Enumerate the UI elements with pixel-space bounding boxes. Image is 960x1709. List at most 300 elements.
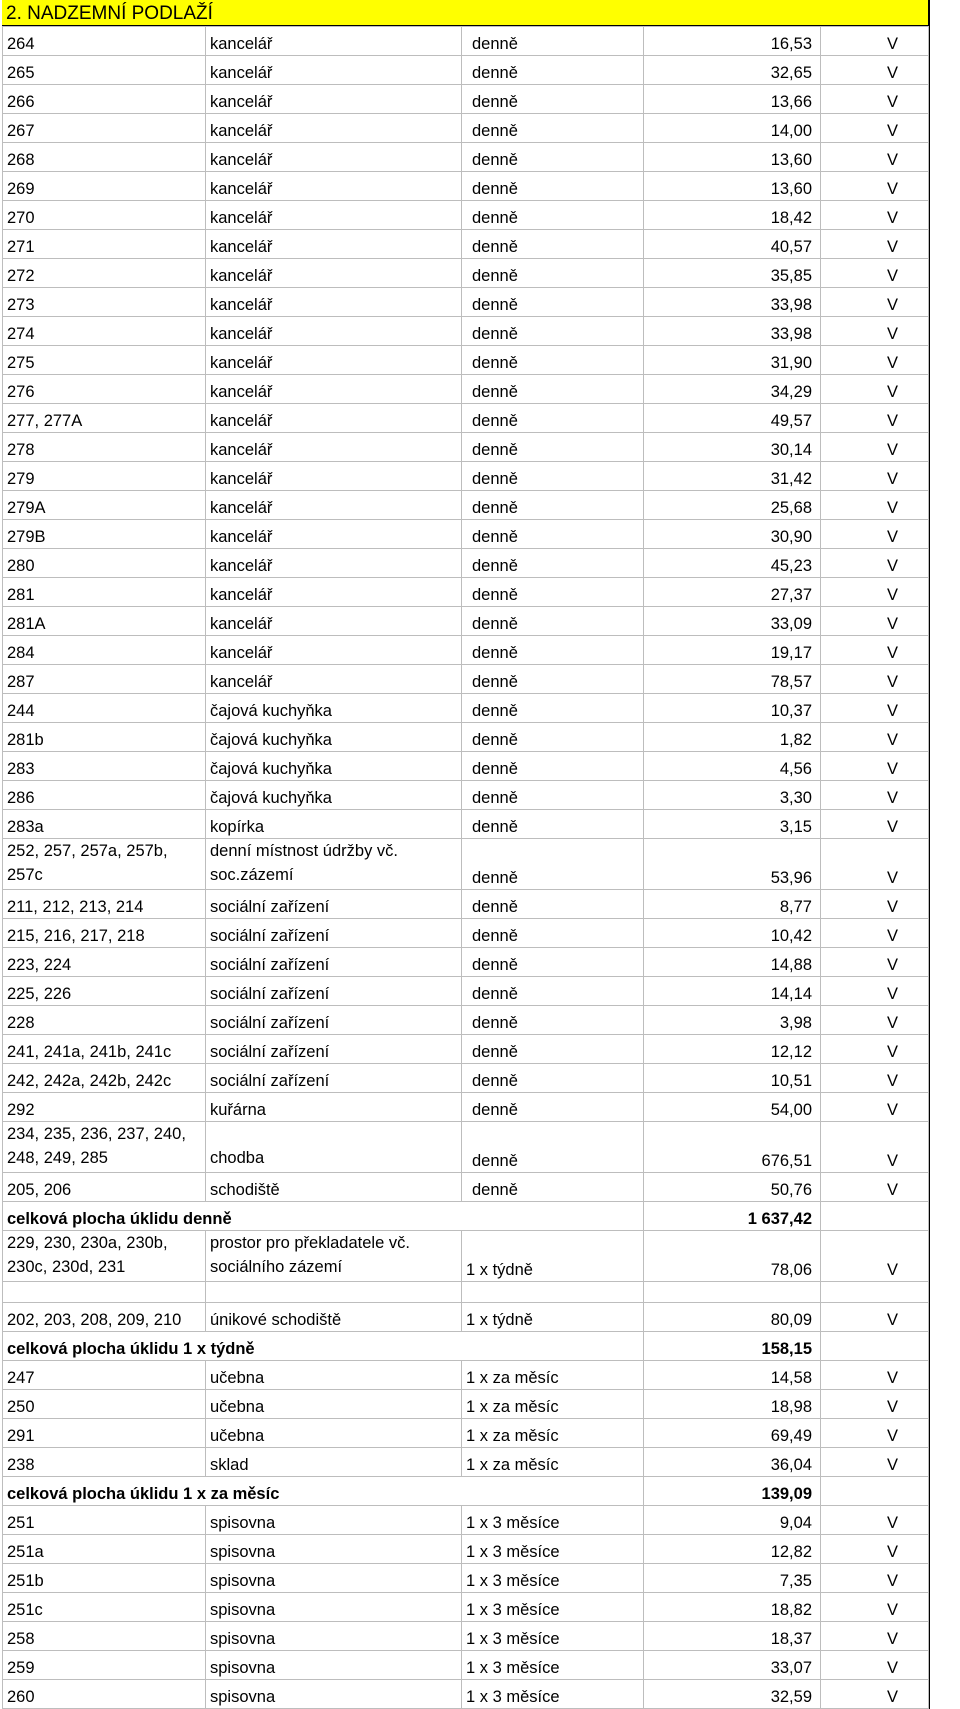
flag-value: V <box>821 636 929 665</box>
summary-label: celková plocha úklidu 1 x za měsíc <box>3 1477 644 1506</box>
area-value: 13,60 <box>644 143 821 172</box>
area-value: 3,30 <box>644 781 821 810</box>
area-value: 33,07 <box>644 1651 821 1680</box>
room-numbers: 272 <box>3 259 206 288</box>
cleaning-frequency: denně <box>462 259 644 288</box>
cleaning-frequency: 1 x 3 měsíce <box>462 1535 644 1564</box>
cleaning-frequency: denně <box>462 1173 644 1202</box>
cleaning-frequency: denně <box>462 462 644 491</box>
room-description: kancelář <box>206 578 462 607</box>
flag-value: V <box>821 1303 929 1332</box>
summary-row <box>3 1477 929 1506</box>
flag-value: V <box>821 549 929 578</box>
cleaning-frequency: denně <box>462 665 644 694</box>
cleaning-frequency: 1 x za měsíc <box>462 1419 644 1448</box>
blank-cell <box>206 1282 462 1303</box>
summary-label: celková plocha úklidu 1 x týdně <box>3 1332 644 1361</box>
table-row <box>3 1231 929 1282</box>
area-value: 45,23 <box>644 549 821 578</box>
room-numbers: 279 <box>3 462 206 491</box>
area-value: 50,76 <box>644 1173 821 1202</box>
area-value: 30,14 <box>644 433 821 462</box>
room-description: kancelář <box>206 346 462 375</box>
area-value: 18,37 <box>644 1622 821 1651</box>
cleaning-frequency: denně <box>462 1035 644 1064</box>
cleaning-frequency: denně <box>462 56 644 85</box>
flag-value: V <box>821 1506 929 1535</box>
room-description: čajová kuchyňka <box>206 694 462 723</box>
table-row <box>3 462 929 491</box>
cleaning-table <box>2 26 929 1709</box>
room-numbers: 247 <box>3 1361 206 1390</box>
cleaning-frequency: denně <box>462 1064 644 1093</box>
room-numbers: 281 <box>3 578 206 607</box>
room-numbers: 252, 257, 257a, 257b, 257c <box>3 839 206 890</box>
room-numbers: 215, 216, 217, 218 <box>3 919 206 948</box>
table-row <box>3 810 929 839</box>
cleaning-frequency: 1 x za měsíc <box>462 1448 644 1477</box>
room-numbers: 228 <box>3 1006 206 1035</box>
table-row <box>3 1448 929 1477</box>
area-value: 3,98 <box>644 1006 821 1035</box>
cleaning-frequency: denně <box>462 346 644 375</box>
cleaning-frequency: 1 x 3 měsíce <box>462 1680 644 1709</box>
area-value: 32,59 <box>644 1680 821 1709</box>
cleaning-frequency: denně <box>462 491 644 520</box>
room-numbers: 274 <box>3 317 206 346</box>
blank-row <box>3 1282 929 1303</box>
flag-value: V <box>821 665 929 694</box>
room-description: kancelář <box>206 607 462 636</box>
table-row <box>3 1419 929 1448</box>
table-row <box>3 977 929 1006</box>
room-numbers: 291 <box>3 1419 206 1448</box>
summary-empty-cell <box>821 1477 929 1506</box>
room-numbers: 250 <box>3 1390 206 1419</box>
room-description: čajová kuchyňka <box>206 752 462 781</box>
table-row <box>3 1593 929 1622</box>
cleaning-frequency: 1 x 3 měsíce <box>462 1506 644 1535</box>
table-row <box>3 1651 929 1680</box>
blank-cell <box>3 1282 206 1303</box>
flag-value: V <box>821 1390 929 1419</box>
summary-total: 139,09 <box>644 1477 821 1506</box>
flag-value: V <box>821 890 929 919</box>
blank-cell <box>821 1282 929 1303</box>
area-value: 13,60 <box>644 172 821 201</box>
room-description: kancelář <box>206 433 462 462</box>
area-value: 49,57 <box>644 404 821 433</box>
flag-value: V <box>821 27 929 56</box>
room-numbers: 269 <box>3 172 206 201</box>
table-row <box>3 1303 929 1332</box>
table-row <box>3 201 929 230</box>
area-value: 14,58 <box>644 1361 821 1390</box>
room-numbers: 223, 224 <box>3 948 206 977</box>
area-value: 10,37 <box>644 694 821 723</box>
flag-value: V <box>821 346 929 375</box>
table-row <box>3 433 929 462</box>
room-description: sociální zařízení <box>206 977 462 1006</box>
room-description: spisovna <box>206 1593 462 1622</box>
room-numbers: 276 <box>3 375 206 404</box>
room-numbers: 277, 277A <box>3 404 206 433</box>
flag-value: V <box>821 723 929 752</box>
flag-value: V <box>821 172 929 201</box>
flag-value: V <box>821 520 929 549</box>
room-numbers: 280 <box>3 549 206 578</box>
flag-value: V <box>821 404 929 433</box>
area-value: 54,00 <box>644 1093 821 1122</box>
table-row <box>3 694 929 723</box>
area-value: 4,56 <box>644 752 821 781</box>
cleaning-frequency: 1 x týdně <box>462 1231 644 1282</box>
cleaning-frequency: denně <box>462 549 644 578</box>
room-numbers: 251b <box>3 1564 206 1593</box>
cleaning-frequency: denně <box>462 578 644 607</box>
flag-value: V <box>821 781 929 810</box>
cleaning-frequency: denně <box>462 85 644 114</box>
blank-cell <box>462 1282 644 1303</box>
cleaning-frequency: denně <box>462 288 644 317</box>
cleaning-frequency: denně <box>462 1093 644 1122</box>
flag-value: V <box>821 1593 929 1622</box>
flag-value: V <box>821 1680 929 1709</box>
flag-value: V <box>821 85 929 114</box>
room-description: kancelář <box>206 549 462 578</box>
area-value: 34,29 <box>644 375 821 404</box>
cleaning-frequency: denně <box>462 114 644 143</box>
cleaning-frequency: denně <box>462 607 644 636</box>
room-description: chodba <box>206 1122 462 1173</box>
table-row <box>3 114 929 143</box>
area-value: 14,14 <box>644 977 821 1006</box>
area-value: 14,00 <box>644 114 821 143</box>
flag-value: V <box>821 288 929 317</box>
area-value: 8,77 <box>644 890 821 919</box>
table-row <box>3 781 929 810</box>
table-row <box>3 578 929 607</box>
table-row <box>3 375 929 404</box>
cleaning-frequency: denně <box>462 752 644 781</box>
table-row <box>3 1035 929 1064</box>
summary-empty-cell <box>821 1332 929 1361</box>
cleaning-frequency: denně <box>462 839 644 890</box>
area-value: 14,88 <box>644 948 821 977</box>
room-numbers: 234, 235, 236, 237, 240, 248, 249, 285 <box>3 1122 206 1173</box>
room-description: kancelář <box>206 27 462 56</box>
room-numbers: 264 <box>3 27 206 56</box>
cleaning-frequency: denně <box>462 781 644 810</box>
flag-value: V <box>821 259 929 288</box>
room-numbers: 279A <box>3 491 206 520</box>
room-numbers: 267 <box>3 114 206 143</box>
table-row <box>3 85 929 114</box>
room-numbers: 286 <box>3 781 206 810</box>
flag-value: V <box>821 1006 929 1035</box>
room-description: kancelář <box>206 636 462 665</box>
cleaning-frequency: denně <box>462 317 644 346</box>
table-row <box>3 1680 929 1709</box>
cleaning-frequency: denně <box>462 404 644 433</box>
area-value: 78,57 <box>644 665 821 694</box>
flag-value: V <box>821 948 929 977</box>
table-row <box>3 636 929 665</box>
room-description: únikové schodiště <box>206 1303 462 1332</box>
cleaning-frequency: denně <box>462 1006 644 1035</box>
area-value: 3,15 <box>644 810 821 839</box>
summary-row <box>3 1202 929 1231</box>
room-numbers: 281A <box>3 607 206 636</box>
room-description: kancelář <box>206 317 462 346</box>
flag-value: V <box>821 1564 929 1593</box>
room-numbers: 266 <box>3 85 206 114</box>
cleaning-frequency: denně <box>462 977 644 1006</box>
room-numbers: 225, 226 <box>3 977 206 1006</box>
flag-value: V <box>821 1093 929 1122</box>
room-numbers: 202, 203, 208, 209, 210 <box>3 1303 206 1332</box>
room-description: kancelář <box>206 288 462 317</box>
room-numbers: 244 <box>3 694 206 723</box>
room-numbers: 283 <box>3 752 206 781</box>
flag-value: V <box>821 919 929 948</box>
area-value: 1,82 <box>644 723 821 752</box>
area-value: 12,12 <box>644 1035 821 1064</box>
table-row <box>3 1506 929 1535</box>
area-value: 25,68 <box>644 491 821 520</box>
cleaning-frequency: 1 x za měsíc <box>462 1390 644 1419</box>
room-description: sklad <box>206 1448 462 1477</box>
room-numbers: 259 <box>3 1651 206 1680</box>
table-row <box>3 665 929 694</box>
room-description: učebna <box>206 1390 462 1419</box>
cleaning-frequency: denně <box>462 919 644 948</box>
room-numbers: 270 <box>3 201 206 230</box>
flag-value: V <box>821 578 929 607</box>
cleaning-frequency: denně <box>462 636 644 665</box>
table-row <box>3 839 929 890</box>
room-description: kancelář <box>206 404 462 433</box>
cleaning-frequency: denně <box>462 201 644 230</box>
area-value: 18,82 <box>644 1593 821 1622</box>
room-description: čajová kuchyňka <box>206 723 462 752</box>
summary-empty-cell <box>821 1202 929 1231</box>
area-value: 35,85 <box>644 259 821 288</box>
room-description: spisovna <box>206 1564 462 1593</box>
room-description: sociální zařízení <box>206 919 462 948</box>
room-numbers: 279B <box>3 520 206 549</box>
cleaning-frequency: denně <box>462 520 644 549</box>
flag-value: V <box>821 1535 929 1564</box>
room-description: sociální zařízení <box>206 890 462 919</box>
table-row <box>3 288 929 317</box>
room-description: kancelář <box>206 665 462 694</box>
room-description: kancelář <box>206 259 462 288</box>
flag-value: V <box>821 1035 929 1064</box>
cleaning-frequency: denně <box>462 433 644 462</box>
summary-row <box>3 1332 929 1361</box>
table-row <box>3 143 929 172</box>
room-description: spisovna <box>206 1622 462 1651</box>
room-description: kancelář <box>206 230 462 259</box>
room-description: kancelář <box>206 143 462 172</box>
cleaning-frequency: denně <box>462 172 644 201</box>
room-description: kancelář <box>206 172 462 201</box>
table-row <box>3 919 929 948</box>
flag-value: V <box>821 1064 929 1093</box>
area-value: 33,98 <box>644 288 821 317</box>
room-description: kancelář <box>206 114 462 143</box>
area-value: 18,98 <box>644 1390 821 1419</box>
table-row <box>3 27 929 56</box>
room-description: spisovna <box>206 1680 462 1709</box>
blank-cell <box>644 1282 821 1303</box>
area-value: 12,82 <box>644 1535 821 1564</box>
table-row <box>3 549 929 578</box>
area-value: 10,42 <box>644 919 821 948</box>
table-row <box>3 1390 929 1419</box>
area-value: 676,51 <box>644 1122 821 1173</box>
summary-total: 1 637,42 <box>644 1202 821 1231</box>
area-value: 33,09 <box>644 607 821 636</box>
room-numbers: 271 <box>3 230 206 259</box>
table-row <box>3 56 929 85</box>
cleaning-frequency: denně <box>462 723 644 752</box>
table-row <box>3 890 929 919</box>
area-value: 31,42 <box>644 462 821 491</box>
cleaning-frequency: 1 x 3 měsíce <box>462 1651 644 1680</box>
flag-value: V <box>821 375 929 404</box>
area-value: 9,04 <box>644 1506 821 1535</box>
flag-value: V <box>821 1448 929 1477</box>
table-row <box>3 1064 929 1093</box>
room-numbers: 229, 230, 230a, 230b, 230c, 230d, 231 <box>3 1231 206 1282</box>
flag-value: V <box>821 1419 929 1448</box>
section-title: 2. NADZEMNÍ PODLAŽÍ <box>2 0 928 26</box>
flag-value: V <box>821 839 929 890</box>
room-numbers: 258 <box>3 1622 206 1651</box>
table-row <box>3 520 929 549</box>
flag-value: V <box>821 230 929 259</box>
table-row <box>3 346 929 375</box>
room-numbers: 251 <box>3 1506 206 1535</box>
room-description: čajová kuchyňka <box>206 781 462 810</box>
cleaning-frequency: denně <box>462 375 644 404</box>
table-row <box>3 259 929 288</box>
room-numbers: 265 <box>3 56 206 85</box>
cleaning-frequency: denně <box>462 230 644 259</box>
area-value: 10,51 <box>644 1064 821 1093</box>
flag-value: V <box>821 752 929 781</box>
table-row <box>3 752 929 781</box>
table-row <box>3 1535 929 1564</box>
table-row <box>3 1093 929 1122</box>
table-row <box>3 1564 929 1593</box>
room-description: kancelář <box>206 85 462 114</box>
cleaning-frequency: denně <box>462 810 644 839</box>
flag-value: V <box>821 1622 929 1651</box>
summary-total: 158,15 <box>644 1332 821 1361</box>
room-description: spisovna <box>206 1535 462 1564</box>
area-value: 30,90 <box>644 520 821 549</box>
room-numbers: 251a <box>3 1535 206 1564</box>
room-numbers: 284 <box>3 636 206 665</box>
flag-value: V <box>821 1651 929 1680</box>
table-row <box>3 1122 929 1173</box>
room-numbers: 292 <box>3 1093 206 1122</box>
cleaning-frequency: 1 x za měsíc <box>462 1361 644 1390</box>
flag-value: V <box>821 1231 929 1282</box>
flag-value: V <box>821 1173 929 1202</box>
room-numbers: 211, 212, 213, 214 <box>3 890 206 919</box>
area-value: 31,90 <box>644 346 821 375</box>
cleaning-frequency: 1 x 3 měsíce <box>462 1593 644 1622</box>
room-description: sociální zařízení <box>206 948 462 977</box>
table-row <box>3 491 929 520</box>
room-numbers: 268 <box>3 143 206 172</box>
area-value: 13,66 <box>644 85 821 114</box>
room-description: kancelář <box>206 375 462 404</box>
area-value: 7,35 <box>644 1564 821 1593</box>
cleaning-frequency: denně <box>462 948 644 977</box>
area-value: 32,65 <box>644 56 821 85</box>
table-row <box>3 317 929 346</box>
flag-value: V <box>821 143 929 172</box>
table-row <box>3 1622 929 1651</box>
table-row <box>3 230 929 259</box>
room-description: kopírka <box>206 810 462 839</box>
room-description: učebna <box>206 1419 462 1448</box>
flag-value: V <box>821 462 929 491</box>
area-value: 19,17 <box>644 636 821 665</box>
room-description: kancelář <box>206 56 462 85</box>
table-row <box>3 1006 929 1035</box>
cleaning-frequency: 1 x 3 měsíce <box>462 1622 644 1651</box>
room-description: sociální zařízení <box>206 1064 462 1093</box>
flag-value: V <box>821 317 929 346</box>
flag-value: V <box>821 201 929 230</box>
room-numbers: 287 <box>3 665 206 694</box>
cleaning-frequency: 1 x týdně <box>462 1303 644 1332</box>
room-description: prostor pro překladatele vč. sociálního zázemí <box>206 1231 462 1282</box>
room-description: kuřárna <box>206 1093 462 1122</box>
room-numbers: 281b <box>3 723 206 752</box>
cleaning-frequency: denně <box>462 694 644 723</box>
cleaning-frequency: 1 x 3 měsíce <box>462 1564 644 1593</box>
table-row <box>3 723 929 752</box>
room-description: kancelář <box>206 491 462 520</box>
table-row <box>3 1173 929 1202</box>
room-numbers: 275 <box>3 346 206 375</box>
flag-value: V <box>821 607 929 636</box>
room-description: spisovna <box>206 1506 462 1535</box>
room-numbers: 283a <box>3 810 206 839</box>
table-row <box>3 1361 929 1390</box>
room-description: kancelář <box>206 201 462 230</box>
flag-value: V <box>821 1361 929 1390</box>
room-numbers: 242, 242a, 242b, 242c <box>3 1064 206 1093</box>
flag-value: V <box>821 491 929 520</box>
area-value: 40,57 <box>644 230 821 259</box>
flag-value: V <box>821 694 929 723</box>
room-description: schodiště <box>206 1173 462 1202</box>
room-numbers: 273 <box>3 288 206 317</box>
room-numbers: 238 <box>3 1448 206 1477</box>
area-value: 16,53 <box>644 27 821 56</box>
room-numbers: 260 <box>3 1680 206 1709</box>
spreadsheet <box>2 0 930 1709</box>
room-description: učebna <box>206 1361 462 1390</box>
